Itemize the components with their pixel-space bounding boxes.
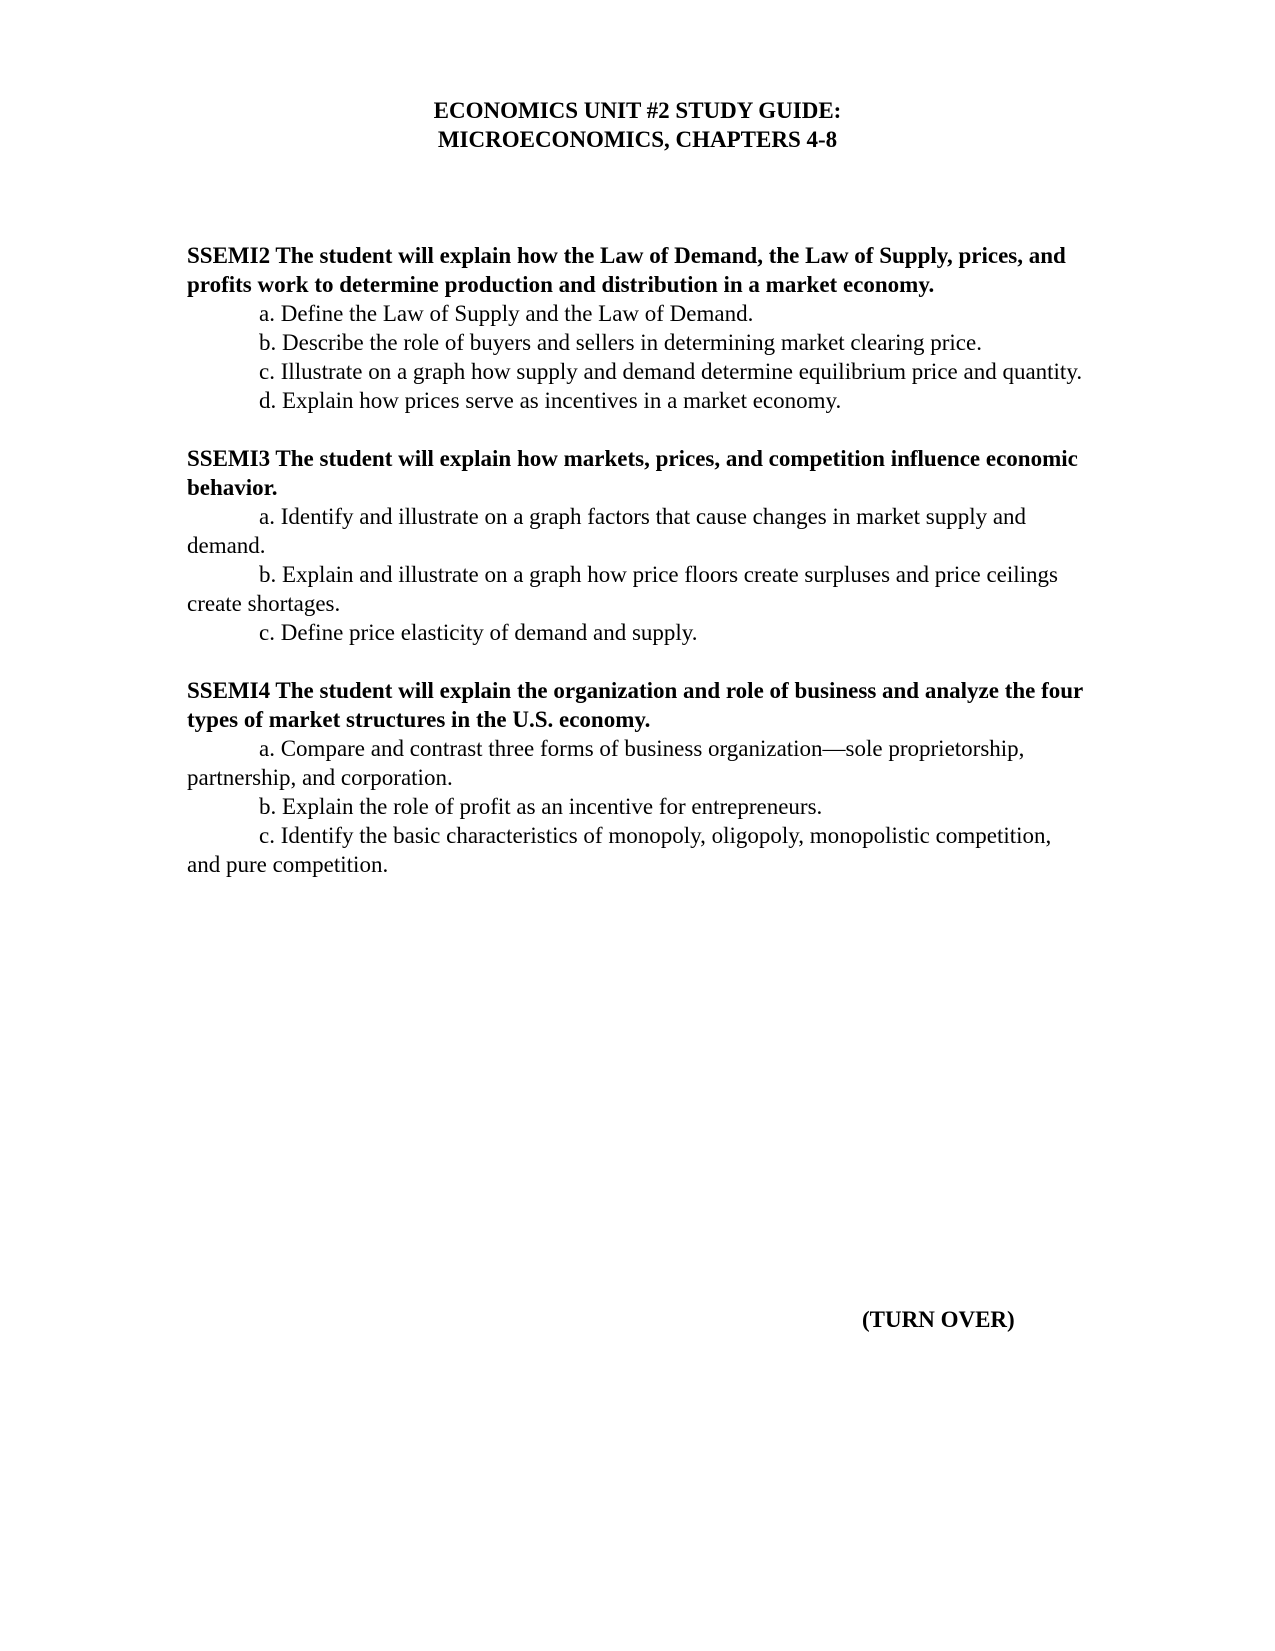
standard-element: b. Describe the role of buyers and sellers in determining market clearing price. — [259, 330, 982, 355]
standard-ssemi2 — [187, 241, 1087, 415]
standards-list — [187, 241, 1087, 908]
standard-element: c. Illustrate on a graph how supply and demand determine equilibrium price and quantity. — [259, 359, 1083, 384]
standard-heading: SSEMI2 The student will explain how the Law of Demand, the Law of Supply, prices, and profits work to determine production and distribution in a market economy. — [187, 243, 1066, 297]
standard-heading: SSEMI4 The student will explain the organization and role of business and analyze the four types of market structures in the U.S. economy. — [187, 678, 1083, 732]
title-line-1: ECONOMICS UNIT #2 STUDY GUIDE: — [433, 98, 842, 123]
standard-ssemi4 — [187, 676, 1087, 879]
standard-heading: SSEMI3 The student will explain how markets, prices, and competition influence economic behavior. — [187, 446, 1078, 500]
standard-element: c. Define price elasticity of demand and supply. — [259, 620, 698, 645]
standard-element: a. Compare and contrast three forms of business organization—sole proprietorship, partnership, and corporation. — [187, 736, 1025, 790]
standard-ssemi3 — [187, 444, 1087, 647]
title-line-2: MICROECONOMICS, CHAPTERS 4-8 — [437, 127, 838, 152]
standard-element: d. Explain how prices serve as incentives in a market economy. — [259, 388, 842, 413]
standard-element: b. Explain the role of profit as an incentive for entrepreneurs. — [259, 794, 823, 819]
standard-element: b. Explain and illustrate on a graph how price floors create surpluses and price ceilings create shortages. — [187, 562, 1058, 616]
turn-over-note: (TURN OVER) — [862, 1307, 1015, 1332]
page-title — [0, 96, 1275, 154]
standard-element: c. Identify the basic characteristics of monopoly, oligopoly, monopolistic competition, and pure competition. — [187, 823, 1052, 877]
standard-element: a. Identify and illustrate on a graph factors that cause changes in market supply and demand. — [187, 504, 1027, 558]
standard-element: a. Define the Law of Supply and the Law of Demand. — [259, 301, 754, 326]
